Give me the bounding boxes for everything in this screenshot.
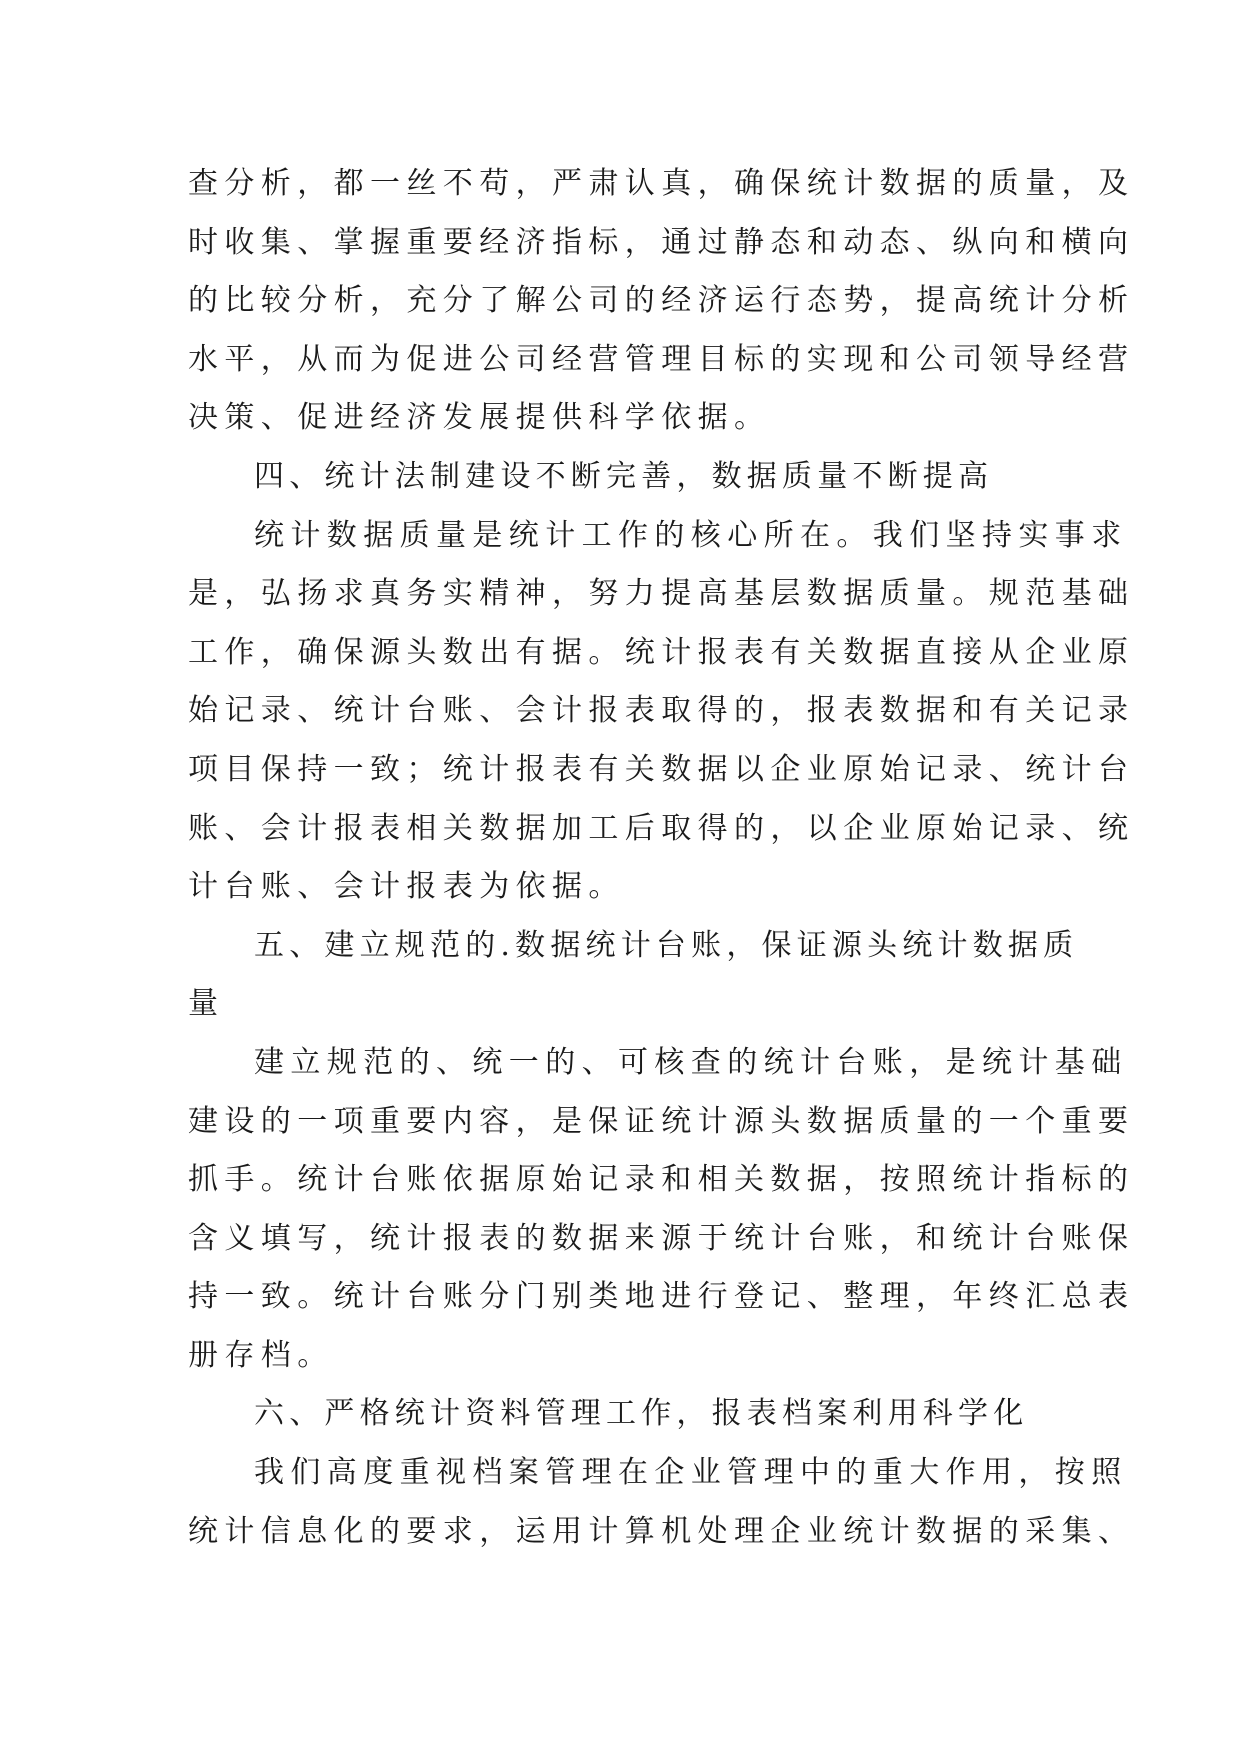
body-text-line: 含义填写，统计报表的数据来源于统计台账，和统计台账保	[188, 1220, 1135, 1256]
body-text-line: 册存档。	[188, 1337, 334, 1373]
document-page	[188, 155, 1135, 1561]
section-heading-5: 五、建立规范的.数据统计台账，保证源头统计数据质	[254, 927, 1079, 963]
body-text-line: 我们高度重视档案管理在企业管理中的重大作用，按照	[254, 1455, 1128, 1491]
body-text-line: 统计信息化的要求，运用计算机处理企业统计数据的采集、	[188, 1513, 1135, 1549]
body-text-line: 查分析，都一丝不苟，严肃认真，确保统计数据的质量，及	[188, 166, 1135, 201]
body-text-line: 的比较分析，充分了解公司的经济运行态势，提高统计分析	[188, 283, 1135, 319]
body-text-line: 建设的一项重要内容，是保证统计源头数据质量的一个重要	[188, 1103, 1135, 1139]
body-text-line: 水平，从而为促进公司经营管理目标的实现和公司领导经营	[188, 341, 1135, 377]
section-heading-4: 四、统计法制建设不断完善，数据质量不断提高	[254, 458, 994, 494]
body-text-line: 工作，确保源头数出有据。统计报表有关数据直接从企业原	[188, 634, 1135, 670]
body-text-line: 统计数据质量是统计工作的核心所在。我们坚持实事求	[254, 517, 1128, 553]
section-heading-6: 六、严格统计资料管理工作，报表档案利用科学化	[254, 1396, 1029, 1432]
body-text-line: 始记录、统计台账、会计报表取得的，报表数据和有关记录	[188, 693, 1135, 729]
section-heading-5-continued: 量	[188, 986, 224, 1022]
body-text-line: 建立规范的、统一的、可核查的统计台账，是统计基础	[254, 1044, 1128, 1080]
body-text-line: 项目保持一致；统计报表有关数据以企业原始记录、统计台	[188, 751, 1135, 787]
body-text-line: 决策、促进经济发展提供科学依据。	[188, 400, 771, 436]
body-text-line: 是，弘扬求真务实精神，努力提高基层数据质量。规范基础	[188, 576, 1135, 612]
body-text-line: 持一致。统计台账分门别类地进行登记、整理，年终汇总表	[188, 1279, 1135, 1315]
body-text-line: 计台账、会计报表为依据。	[188, 869, 625, 905]
body-text-line: 时收集、掌握重要经济指标，通过静态和动态、纵向和横向	[188, 224, 1135, 260]
body-text-line: 账、会计报表相关数据加工后取得的，以企业原始记录、统	[188, 810, 1135, 846]
body-text-line: 抓手。统计台账依据原始记录和相关数据，按照统计指标的	[188, 1162, 1135, 1198]
